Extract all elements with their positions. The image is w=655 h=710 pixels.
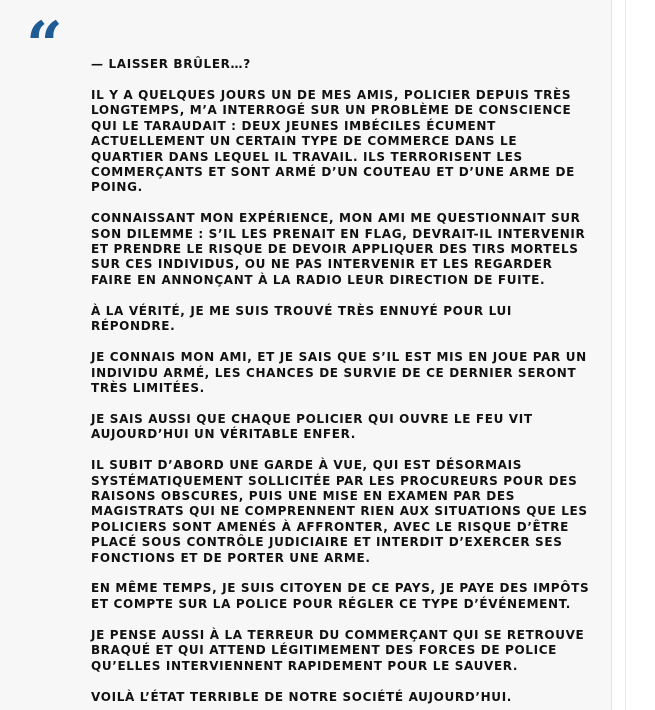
quote-icon: “ [26,8,57,83]
paragraph-3: À LA VÉRITÉ, JE ME SUIS TROUVÉ TRÈS ENNUYÉ POUR LUI RÉPONDRE. [91,303,513,334]
paragraph-8: JE PENSE AUSSI À LA TERREUR DU COMMERÇANT QUI SE RETROUVE BRAQUÉ ET QUI ATTEND LÉGITIMEMENT DES FORCES DE POLICE QU’ELLES INTERVIENNENT RAPIDEMENT POUR LE SAUVER. [91,627,585,673]
paragraph-7: EN MÊME TEMPS, JE SUIS CITOYEN DE CE PAYS, JE PAYE DES IMPÔTS ET COMPTE SUR LA POLICE POUR RÉGLER CE TYPE D’ÉVÉNEMENT. [91,581,590,611]
paragraph-4: JE CONNAIS MON AMI, ET JE SAIS QUE S’IL EST MIS EN JOUE PAR UN INDIVIDU ARMÉ, LES CHANCES DE SURVIE DE CE DERNIER SERONT TRÈS LIMITÉES. [91,350,587,395]
article-body [91,57,591,705]
article-subtitle: — LAISSER BRÛLER…? [91,57,251,71]
page-divider [625,0,626,710]
paragraph-2: CONNAISSANT MON EXPÉRIENCE, MON AMI ME QUESTIONNAIT SUR SON DILEMME : S’IL LES PRENAIT EN FLAG, DEVRAIT-IL INTERVENIR ET PRENDRE LE RISQUE DE DEVOIR APPLIQUER DES TIRS MORTELS SUR CES INDIVIDUS, OU NE PAS INTERVENIR ET LES REGARDER FAIRE EN ANNONÇANT À LA RADIO LEUR DIRECTION DE FUITE. [91,211,586,287]
paragraph-1: IL Y A QUELQUES JOURS UN DE MES AMIS, POLICIER DEPUIS TRÈS LONGTEMPS, M’A INTERROGÉ SUR UN PROBLÈME DE CONSCIENCE QUI LE TARAUDAIT : DEUX JEUNES IMBÉCILES ÉCUMENT ACTUELLEMENT UN CERTAIN TYPE DE COMMERCE DANS LE QUARTIER DANS LEQUEL IL TRAVAIL. ILS TERRORISENT LES COMMERÇANTS ET SONT ARMÉ D’UN COUTEAU ET D’UNE ARME DE POING. [91,87,575,195]
paragraph-5: JE SAIS AUSSI QUE CHAQUE POLICIER QUI OUVRE LE FEU VIT AUJOURD’HUI UN VÉRITABLE ENFER. [91,411,533,442]
paragraph-6: IL SUBIT D’ABORD UNE GARDE À VUE, QUI EST DÉSORMAIS SYSTÉMATIQUEMENT SOLLICITÉE PAR LES PROCUREURS POUR DES RAISONS OBSCURES, PUIS UNE MISE EN EXAMEN PAR DES MAGISTRATS QUI NE COMPRENNENT RIEN AUX SITUATIONS QUE LES POLICIERS SONT AMENÉS À AFFRONTER, AVEC LE RISQUE D’ÊTRE PLACÉ SOUS CONTRÔLE JUDICIAIRE ET INTERDIT D’EXERCER SES FONCTIONS ET DE PORTER UNE ARME. [91,458,588,565]
paragraph-9: VOILÀ L’ÉTAT TERRIBLE DE NOTRE SOCIÉTÉ AUJOURD’HUI. [91,689,513,704]
